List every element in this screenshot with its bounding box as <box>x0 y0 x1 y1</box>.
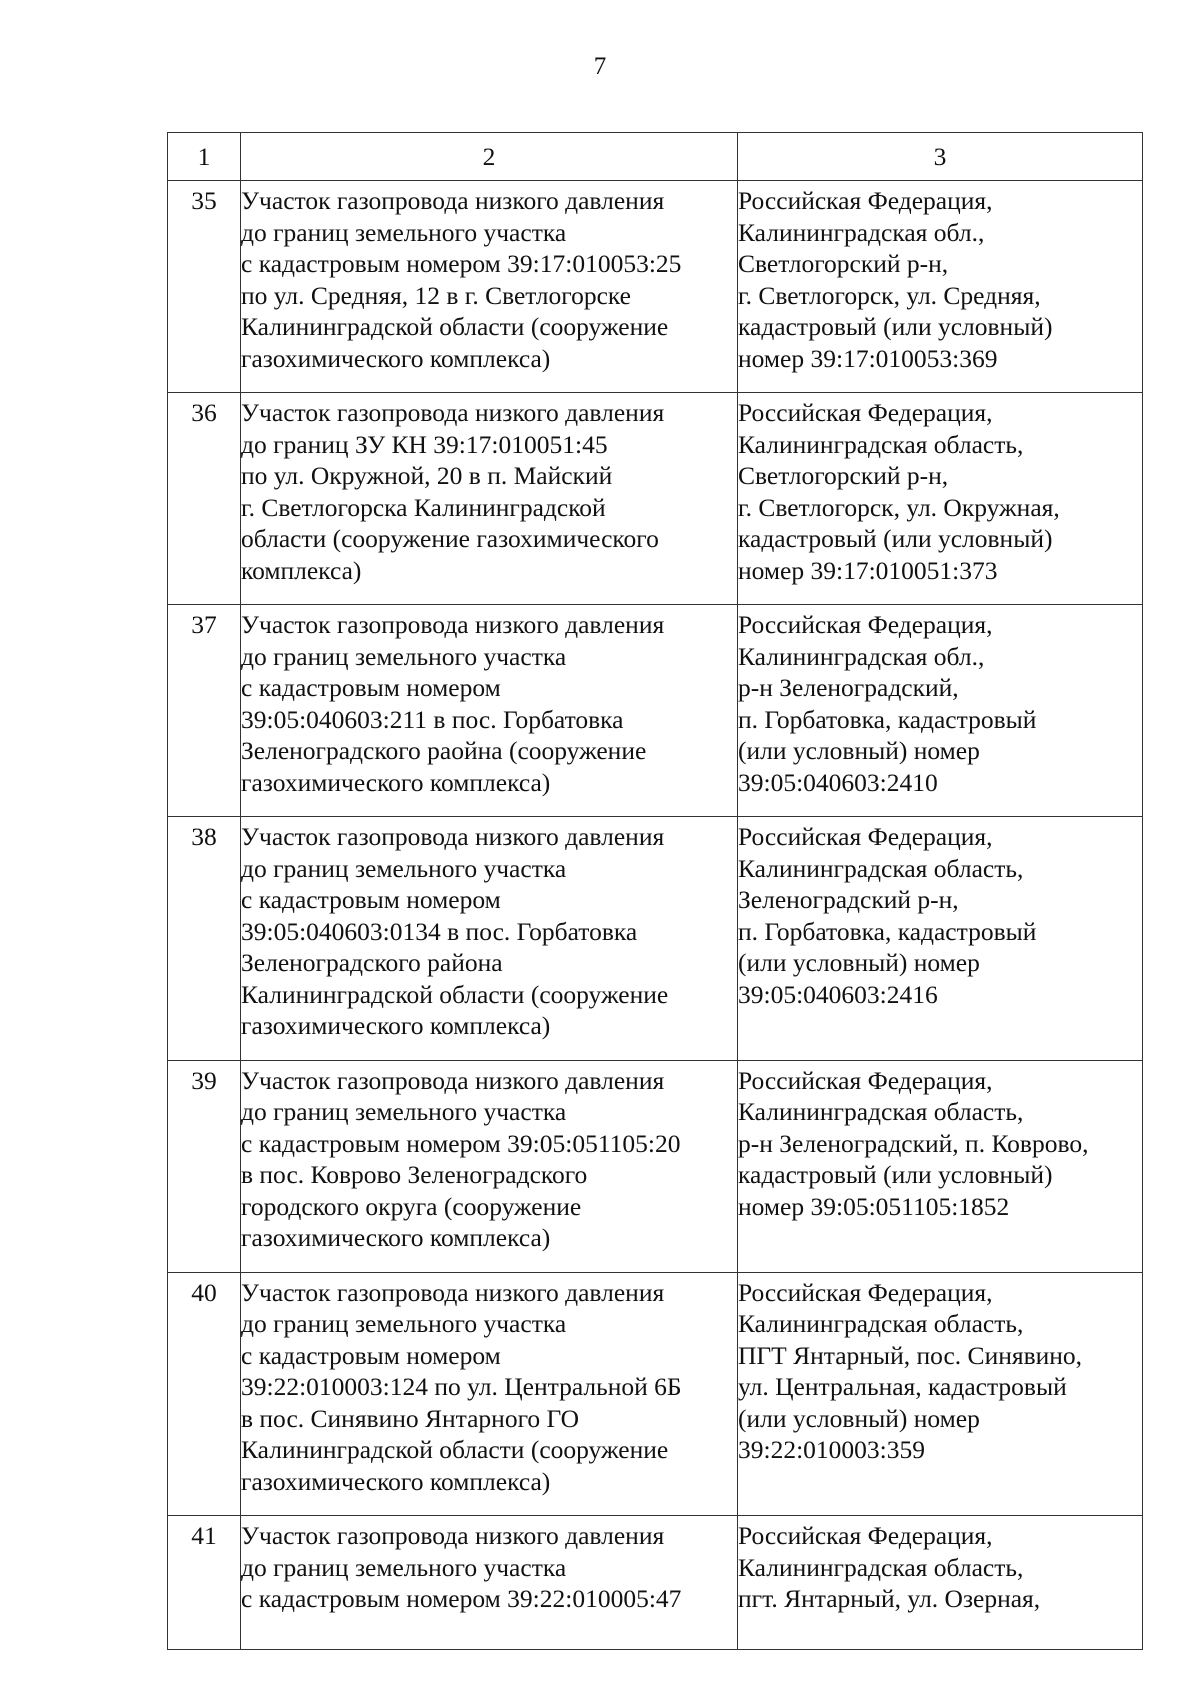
description-line: 39:05:040603:0134 в пос. Горбатовка <box>241 916 638 946</box>
address-line: Российская Федерация, <box>738 398 993 427</box>
address-line: ПГТ Янтарный, пос. Синявино, <box>738 1340 1083 1370</box>
description-line: Участок газопровода низкого давления <box>241 398 665 427</box>
table-row <box>168 1060 1143 1272</box>
table-row <box>168 393 1143 605</box>
address-line: Российская Федерация, <box>738 186 993 215</box>
description-line: 39:05:040603:211 в пос. Горбатовка <box>241 704 624 734</box>
address-line: кадастровый (или условный) <box>738 524 1053 553</box>
address-line: р-н Зеленоградский, п. Коврово, <box>738 1128 1089 1158</box>
description-line: газохимического комплекса) <box>241 1223 551 1252</box>
description-line: с кадастровым номером 39:17:010053:25 <box>241 249 682 278</box>
description-line: 39:22:010003:124 по ул. Центральной 6Б <box>241 1372 682 1401</box>
row-number: 41 <box>168 1516 241 1650</box>
address-line: 39:05:040603:2416 <box>738 979 938 1009</box>
description-line: с кадастровым номером <box>241 673 501 702</box>
description-line: Калининградской области (сооружение <box>241 312 669 341</box>
address-line: 39:05:040603:2410 <box>738 767 938 797</box>
address-line: Российская Федерация, <box>738 1065 993 1095</box>
description-line: в пос. Коврово Зеленоградского <box>241 1160 588 1189</box>
address-line: Светлогорский р-н, <box>738 249 949 278</box>
address-line: Светлогорский р-н, <box>738 461 949 490</box>
description-line: с кадастровым номером <box>241 885 501 914</box>
object-description <box>241 605 738 817</box>
object-description <box>241 393 738 605</box>
object-description <box>241 1272 738 1516</box>
row-number: 39 <box>168 1060 241 1272</box>
description-line: городского округа (сооружение <box>241 1191 582 1221</box>
object-address <box>738 1272 1143 1516</box>
address-line: Российская Федерация, <box>738 610 993 639</box>
description-line: по ул. Средняя, 12 в г. Светлогорске <box>241 280 631 310</box>
object-address <box>738 393 1143 605</box>
address-line: Калининградская обл., <box>738 217 985 247</box>
address-line: Российская Федерация, <box>738 1521 993 1550</box>
description-line: с кадастровым номером <box>241 1340 501 1370</box>
description-line: Участок газопровода низкого давления <box>241 186 665 215</box>
object-address <box>738 1060 1143 1272</box>
address-line: Калининградская обл., <box>738 641 985 671</box>
description-line: до границ земельного участка <box>241 641 567 671</box>
object-description <box>241 817 738 1061</box>
row-number: 35 <box>168 181 241 393</box>
description-line: Участок газопровода низкого давления <box>241 1065 665 1095</box>
table-row <box>168 605 1143 817</box>
address-line: г. Светлогорск, ул. Окружная, <box>738 492 1060 522</box>
row-number: 38 <box>168 817 241 1061</box>
object-address <box>738 605 1143 817</box>
object-description <box>241 1060 738 1272</box>
description-line: до границ земельного участка <box>241 853 567 883</box>
address-line: Калининградская область, <box>738 429 1024 459</box>
column-header-2: 2 <box>241 133 738 181</box>
registry-table <box>167 132 1143 1650</box>
address-line: 39:22:010003:359 <box>738 1435 926 1464</box>
description-line: по ул. Окружной, 20 в п. Майский <box>241 461 613 490</box>
description-line: до границ земельного участка <box>241 1309 567 1338</box>
description-line: г. Светлогорска Калининградской <box>241 492 606 522</box>
address-line: р-н Зеленоградский, <box>738 673 959 702</box>
description-line: газохимического комплекса) <box>241 1466 551 1496</box>
page-number: 7 <box>593 53 607 80</box>
description-line: области (сооружение газохимического <box>241 524 659 553</box>
object-address <box>738 817 1143 1061</box>
header-row <box>168 133 1143 181</box>
address-line: п. Горбатовка, кадастровый <box>738 916 1037 946</box>
description-line: до границ земельного участка <box>241 217 567 247</box>
address-line: Калининградская область, <box>738 1552 1024 1582</box>
description-line: до границ ЗУ КН 39:17:010051:45 <box>241 429 608 459</box>
description-line: Участок газопровода низкого давления <box>241 1277 665 1307</box>
address-line: (или условный) номер <box>738 948 980 977</box>
address-line: номер 39:17:010053:369 <box>738 343 998 373</box>
table-row <box>168 1272 1143 1516</box>
description-line: Зеленоградского района <box>241 948 503 977</box>
object-address <box>738 181 1143 393</box>
description-line: Калининградской области (сооружение <box>241 1435 669 1464</box>
address-line: кадастровый (или условный) <box>738 1160 1053 1189</box>
description-line: газохимического комплекса) <box>241 767 551 797</box>
object-description <box>241 181 738 393</box>
table-row <box>168 817 1143 1061</box>
description-line: Участок газопровода низкого давления <box>241 822 665 851</box>
row-number: 37 <box>168 605 241 817</box>
description-line: с кадастровым номером 39:22:010005:47 <box>241 1584 682 1613</box>
address-line: Калининградская область, <box>738 853 1024 883</box>
address-line: пгт. Янтарный, ул. Озерная, <box>738 1584 1041 1613</box>
address-line: г. Светлогорск, ул. Средняя, <box>738 280 1041 310</box>
description-line: Участок газопровода низкого давления <box>241 610 665 639</box>
description-line: комплекса) <box>241 555 362 585</box>
table-header <box>168 133 1143 181</box>
address-line: номер 39:05:051105:1852 <box>738 1191 1010 1221</box>
description-line: до границ земельного участка <box>241 1552 567 1582</box>
description-line: Участок газопровода низкого давления <box>241 1521 665 1550</box>
address-line: (или условный) номер <box>738 1403 980 1433</box>
description-line: газохимического комплекса) <box>241 343 551 373</box>
description-line: газохимического комплекса) <box>241 1011 551 1040</box>
address-line: Российская Федерация, <box>738 822 993 851</box>
row-number: 40 <box>168 1272 241 1516</box>
address-line: (или условный) номер <box>738 736 980 765</box>
address-line: номер 39:17:010051:373 <box>738 555 998 585</box>
address-line: Российская Федерация, <box>738 1277 993 1307</box>
description-line: в пос. Синявино Янтарного ГО <box>241 1403 580 1433</box>
address-line: ул. Центральная, кадастровый <box>738 1372 1067 1401</box>
description-line: Калининградской области (сооружение <box>241 979 669 1009</box>
description-line: до границ земельного участка <box>241 1097 567 1126</box>
table-row <box>168 181 1143 393</box>
table-body <box>168 181 1143 1650</box>
object-address <box>738 1516 1143 1650</box>
column-header-3: 3 <box>738 133 1143 181</box>
address-line: п. Горбатовка, кадастровый <box>738 704 1037 734</box>
address-line: Зеленоградский р-н, <box>738 885 959 914</box>
object-description <box>241 1516 738 1650</box>
description-line: Зеленоградского раойна (сооружение <box>241 736 647 765</box>
address-line: кадастровый (или условный) <box>738 312 1053 341</box>
address-line: Калининградская область, <box>738 1097 1024 1126</box>
description-line: с кадастровым номером 39:05:051105:20 <box>241 1128 681 1158</box>
column-header-1: 1 <box>168 133 241 181</box>
row-number: 36 <box>168 393 241 605</box>
address-line: Калининградская область, <box>738 1309 1024 1338</box>
table-row <box>168 1516 1143 1650</box>
